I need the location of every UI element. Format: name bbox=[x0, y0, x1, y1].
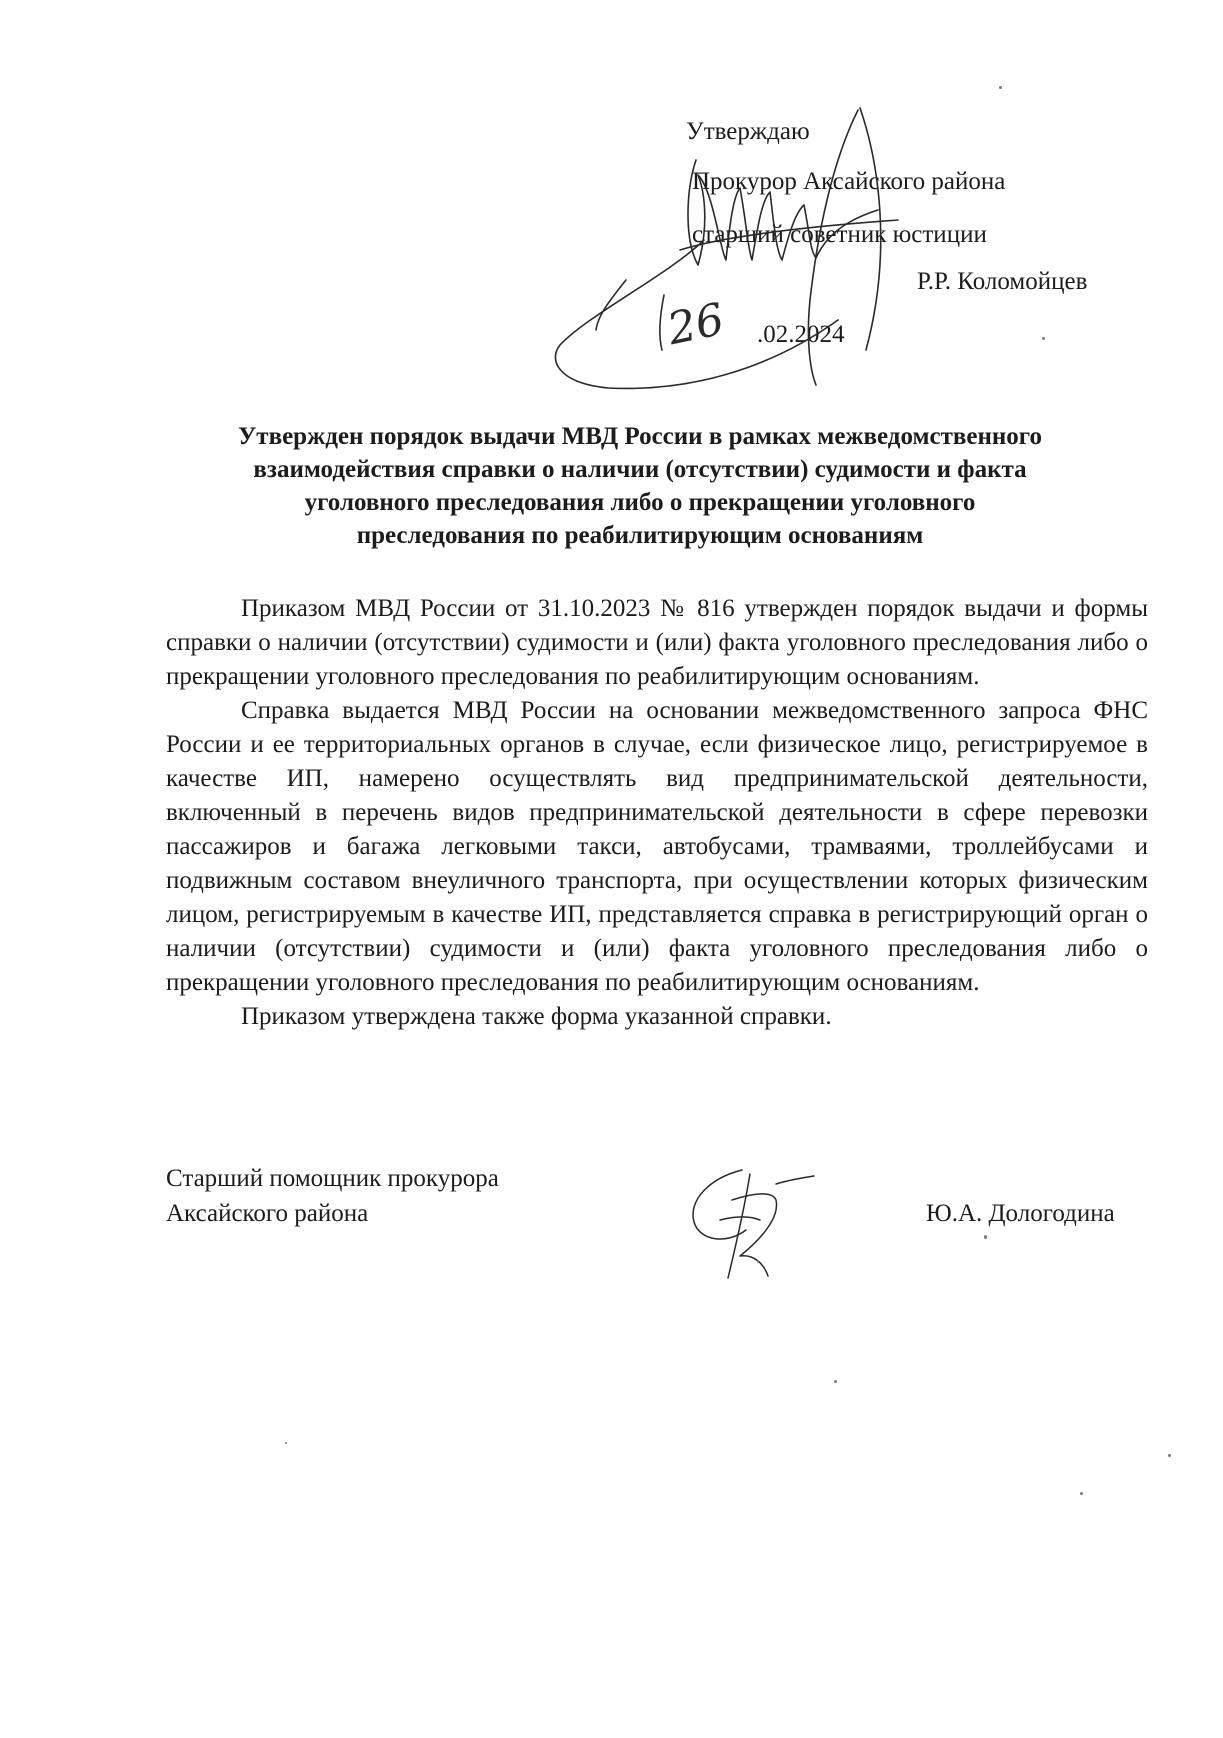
document-title bbox=[140, 420, 1140, 552]
approval-word: Утверждаю bbox=[686, 118, 810, 145]
title-line: уголовного преследования либо о прекращении уголовного bbox=[304, 489, 976, 516]
body-paragraph: Справка выдается МВД России на основании межведомственного запроса ФНС России и ее территориальных органов в случае, если физическое лицо, регистрируемое в качестве ИП, намерено осуществлять вид предпринимательской деятельности, включенный в перечень видов предпринимательской деятельности в сфере перевозки пассажиров и багажа легковыми такси, автобусами, трамваями, троллейбусами и подвижным составом внеуличного транспорта, при осуществлении которых физическим лицом, регистрируемым в качестве ИП, представляется справка в регистрирующий орган о наличии (отсутствии) судимости и (или) факта уголовного преследования либо о прекращении уголовного преследования по реабилитирующим основаниям. bbox=[166, 697, 1148, 996]
scan-speck bbox=[757, 1260, 759, 1263]
scan-speck bbox=[834, 1380, 837, 1383]
scan-speck bbox=[1080, 1492, 1083, 1495]
handwritten-day: 26 bbox=[663, 293, 729, 356]
approver-name: Р.Р. Коломойцев bbox=[917, 268, 1088, 295]
signer-position-line2: Аксайского района bbox=[166, 1200, 369, 1227]
document-body bbox=[166, 592, 1148, 1034]
scan-speck bbox=[1168, 1454, 1171, 1457]
assistant-signature bbox=[680, 1160, 820, 1290]
scan-speck bbox=[285, 1442, 287, 1444]
body-paragraph: Приказом МВД России от 31.10.2023 № 816 утвержден порядок выдачи и формы справки о наличии (отсутствии) судимости и (или) факта уголовного преследования либо о прекращении уголовного преследования по реабилитирующим основаниям. bbox=[166, 595, 1148, 690]
scan-speck bbox=[984, 1235, 987, 1239]
approval-date: .02.2024 bbox=[757, 321, 845, 348]
signer-name: Ю.А. Дологодина bbox=[926, 1200, 1115, 1227]
title-line: преследования по реабилитирующим основаниям bbox=[356, 522, 924, 549]
body-paragraph: Приказом утверждена также форма указанной справки. bbox=[241, 1003, 832, 1030]
title-line: взаимодействия справки о наличии (отсутствии) судимости и факта bbox=[253, 456, 1027, 483]
scan-speck bbox=[999, 86, 1002, 89]
scan-speck bbox=[1042, 337, 1045, 340]
signer-position-line1: Старший помощник прокурора bbox=[166, 1165, 499, 1192]
approver-position: Прокурор Аксайского района bbox=[692, 168, 1006, 195]
title-line: Утвержден порядок выдачи МВД России в рамках межведомственного bbox=[237, 423, 1043, 450]
approver-rank: старший советник юстиции bbox=[692, 221, 987, 248]
